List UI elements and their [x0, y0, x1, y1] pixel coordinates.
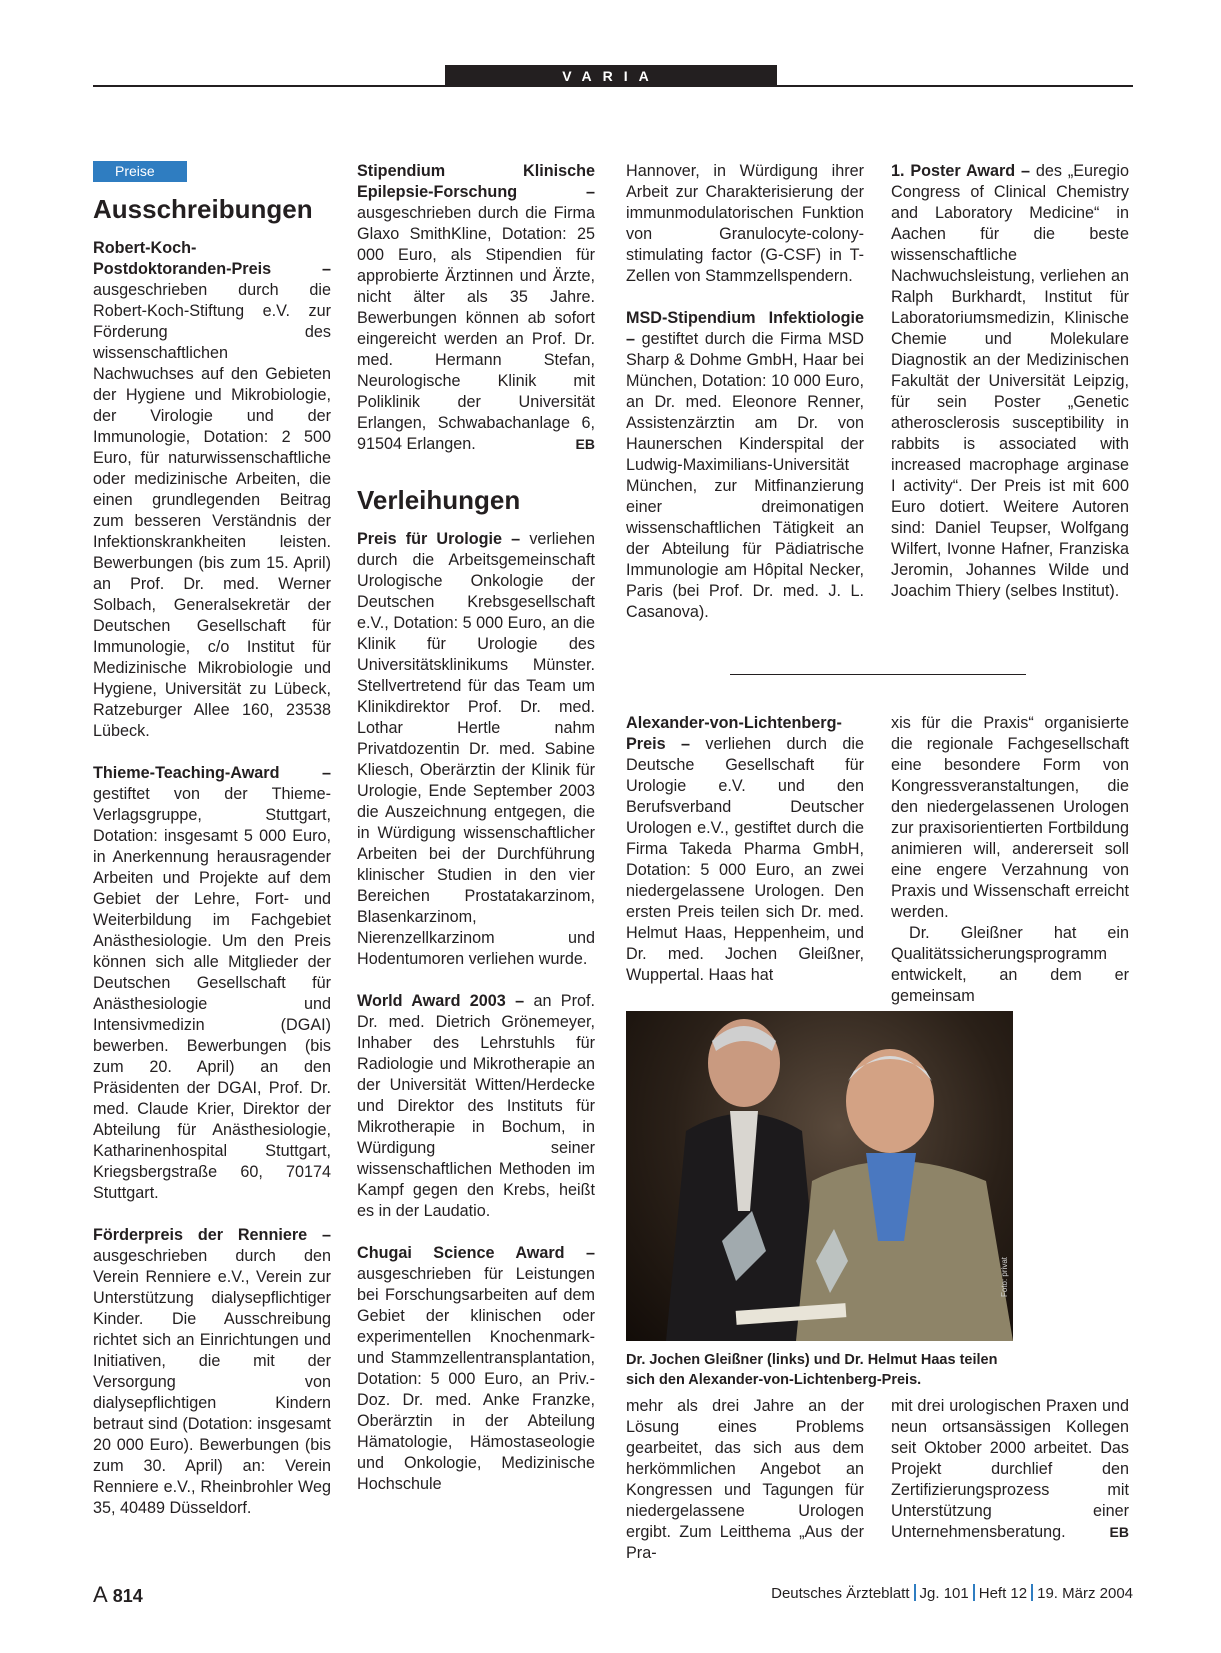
article-msd: MSD-Stipendium Infektiologie – gestiftet durch die Firma MSD Sharp & Dohme GmbH, Haar bei München, Dotation: 10 000 Euro, an Dr. med. Eleonore Renner, Assistenzärztin am Dr. von Haunerschen Kinderspital der Ludwig-Maximilians-Universität München, zur Mitfinanzierung einer dreimonatigen wissenschaftlichen Tätigkeit an der Abteilung für Pädiatrische Immunologie am Hôpital Necker, Paris (bei Prof. Dr. med. J. L. Casanova). [626, 309, 864, 621]
article-lichtenberg-cont-3: mehr als drei Jahre an der Lösung eines Problems gearbeitet, das sich aus dem herkömmlichen Angebot an Kongressen und Tagungen für niedergelassene Urologen ergibt. Zum Leitthema „Aus der Pra- [626, 1397, 864, 1562]
article-world-award: World Award 2003 – an Prof. Dr. med. Dietrich Grönemeyer, Inhaber des Lehrstuhls für Radiologie und Mikrotherapie an der Universität Witten/Herdecke und Direktor des Instituts für Mikrotherapie in Bochum, in Würdigung seiner wissenschaftlichen Methoden im Kampf gegen den Krebs, heißt es in der Laudatio. [357, 992, 595, 1220]
column-2 [357, 161, 595, 1495]
column-4-top [891, 161, 1129, 602]
column-4-bottom [891, 1396, 1129, 1543]
author-sig: EB [1109, 1524, 1129, 1540]
photo-caption: Dr. Jochen Gleißner (links) und Dr. Helmut Haas teilen sich den Alexander-von-Lichtenberg-Preis. [626, 1352, 998, 1388]
column-3-bottom [626, 1396, 864, 1564]
article-lichtenberg-cont-4: mit drei urologischen Praxen und neun ortsansässigen Kollegen seit Oktober 2000 arbeitet. Das Projekt durchlief den Zertifizierungsprozess mit Unterstützung einer Unternehmensberatung. EB [891, 1397, 1129, 1541]
page-number: A 814 [93, 1582, 143, 1607]
heading-ausschreibungen: Ausschreibungen [93, 194, 313, 224]
award-photo [626, 1011, 1013, 1341]
journal-issue: Heft 12 [978, 1585, 1028, 1602]
article-thieme-teaching: Thieme-Teaching-Award – gestiftet von der Thieme-Verlagsgruppe, Stuttgart, Dotation: insgesamt 5 000 Euro, in Anerkennung herausragender Arbeiten und Projekte auf dem Gebiet der Lehre, Fort- und Weiterbildung im Fachgebiet Anästhesiologie. Um den Preis können sich alle Mitglieder der Deutschen Gesellschaft für Anästhesiologie und Intensivmedizin (DGAI) bewerben. Bewerbungen (bis zum 20. April) an den Präsidenten der DGAI, Prof. Dr. med. Claude Krier, Direktor der Abteilung für Anästhesiologie, Katharinenhospital Stuttgart, Kriegsbergstraße 60, 70174 Stuttgart. [93, 764, 331, 1202]
journal-volume: Jg. 101 [919, 1585, 969, 1602]
journal-date: 19. März 2004 [1037, 1585, 1133, 1602]
photo-credit: Foto: privat [1000, 1256, 1009, 1297]
article-renniere: Förderpreis der Renniere – ausgeschrieben durch den Verein Renniere e.V., Verein zur Unterstützung dialysepflichtiger Kinder. Die Ausschreibung richtet sich an Einrichtungen und Initiativen, die mit der Versorgung von dialysepflichtigen Kindern betraut sind (Dotation: insgesamt 20 000 Euro). Bewerbungen (bis zum 30. April) an: Verein Renniere e.V., Rheinbrohler Weg 35, 40489 Düsseldorf. [93, 1226, 331, 1517]
divider-rule [730, 674, 1026, 675]
article-poster-award: 1. Poster Award – des „Euregio Congress of Clinical Chemistry and Laboratory Medicine“ in Aachen für die beste wissenschaftliche Nachwuchsleistung, verliehen an Ralph Burkhardt, Institut für Laboratoriumsmedizin, Klinische Chemie und Molekulare Diagnostik an der Medizinischen Fakultät der Universität Leipzig, für sein Poster „Genetic atherosclerosis susceptibility in rabbits is associated with increased macrophage arginase I activity“. Der Preis ist mit 600 Euro dotiert. Weitere Autoren sind: Daniel Teupser, Wolfgang Wilfert, Ivonne Hafner, Franziska Jeromin, Johannes Wilde und Joachim Thiery (selbes Institut). [891, 162, 1130, 600]
column-4-mid [891, 713, 1129, 1007]
category-tag: Preise [93, 161, 187, 182]
section-label: VARIA [445, 65, 777, 87]
right-person-head [846, 1049, 934, 1153]
heading-verleihungen: Verleihungen [357, 485, 521, 515]
journal-citation [771, 1584, 1133, 1602]
journal-name: Deutsches Ärzteblatt [771, 1585, 910, 1602]
article-urologie: Preis für Urologie – verliehen durch die Arbeitsgemeinschaft Urologische Onkologie der Deutschen Krebsgesellschaft e.V., Dotation: 5 000 Euro, an die Klinik für Urologie des Universitätsklinikums Münster. Stellvertretend für das Team um Klinikdirektor Prof. Dr. med. Lothar Hertle nahm Privatdozentin Dr. med. Sabine Kliesch, Oberärztin der Klinik für Urologie, Ende September 2003 die Auszeichnung entgegen, die in Würdigung wissenschaftlicher Arbeiten bei der Durchführung klinischer Studien in den vier Bereichen Prostatakarzinom, Blasenkarzinom, Nierenzellkarzinom und Hodentumoren verliehen wurde. [357, 530, 596, 968]
article-lichtenberg: Alexander-von-Lichtenberg-Preis – verliehen durch die Deutsche Gesellschaft für Urologie e.V. und den Berufsverband Deutscher Urologen e.V., gestiftet durch die Firma Takeda Pharma GmbH, Dotation: 5 000 Euro, an zwei niedergelassene Urologen. Den ersten Preis teilen sich Dr. med. Helmut Haas, Heppenheim, und Dr. med. Jochen Gleißner, Wuppertal. Haas hat [626, 714, 865, 984]
photo-illustration [626, 1011, 1013, 1341]
column-1 [93, 161, 331, 1519]
article-lichtenberg-cont: xis für die Praxis“ organisierte die regionale Fachgesellschaft eine besondere Form von Kongressveranstaltungen, die den niedergelassenen Urologen zur praxisorientierten Fortbildung animieren will, andererseit soll eine engere Verzahnung von Praxis und Wissenschaft erreicht werden. [891, 714, 1129, 921]
article-chugai-cont: Hannover, in Würdigung ihrer Arbeit zur Charakterisierung der immunmodulatorischen Funktion von Granulocyte-colony-stimulating factor (G-CSF) in T-Zellen von Stammzellspendern. [626, 162, 864, 285]
column-3-top [626, 161, 864, 623]
column-3-mid [626, 713, 864, 986]
article-lichtenberg-cont-2: Dr. Gleißner hat ein Qualitätssicherungsprogramm entwickelt, an dem er gemeinsam [891, 924, 1129, 1005]
article-chugai: Chugai Science Award – ausgeschrieben für Leistungen bei Forschungsarbeiten auf dem Gebiet der klinischen oder experimentellen Knochenmark- und Stammzellentransplantation, Dotation: 5 000 Euro, an Priv.-Doz. Dr. med. Anke Franzke, Oberärztin in der Abteilung Hämatologie, Hämostaseologie und Onkologie, Medizinische Hochschule [357, 1244, 595, 1493]
article-epilepsie: Stipendium Klinische Epilepsie-Forschung – ausgeschrieben durch die Firma Glaxo SmithKline, Dotation: 25 000 Euro, als Stipendien für approbierte Ärztinnen und Ärzte, nicht älter als 35 Jahre. Bewerbungen können ab sofort eingereicht werden an Prof. Dr. med. Hermann Stefan, Neurologische Klinik mit Poliklinik der Universität Erlangen, Schwabachanlage 6, 91504 Erlangen. EB [357, 162, 595, 453]
article-robert-koch: Robert-Koch-Postdoktoranden-Preis – ausgeschrieben durch die Robert-Koch-Stiftung e.V. zur Förderung des wissenschaftlichen Nachwuchses auf den Gebieten der Hygiene und Mikrobiologie, der Virologie und der Immunologie, Dotation: 2 500 Euro, für naturwissenschaftliche oder medizinische Arbeiten, die einen grundlegenden Beitrag zum besseren Verständnis der Infektionskrankheiten leisten. Bewerbungen (bis zum 15. April) an Prof. Dr. med. Werner Solbach, Generalsekretär der Deutschen Gesellschaft für Immunologie, c/o Institut für Medizinische Mikrobiologie und Hygiene, Universität zu Lübeck, Ratzeburger Allee 160, 23538 Lübeck. [93, 239, 331, 740]
author-sig: EB [575, 436, 595, 452]
